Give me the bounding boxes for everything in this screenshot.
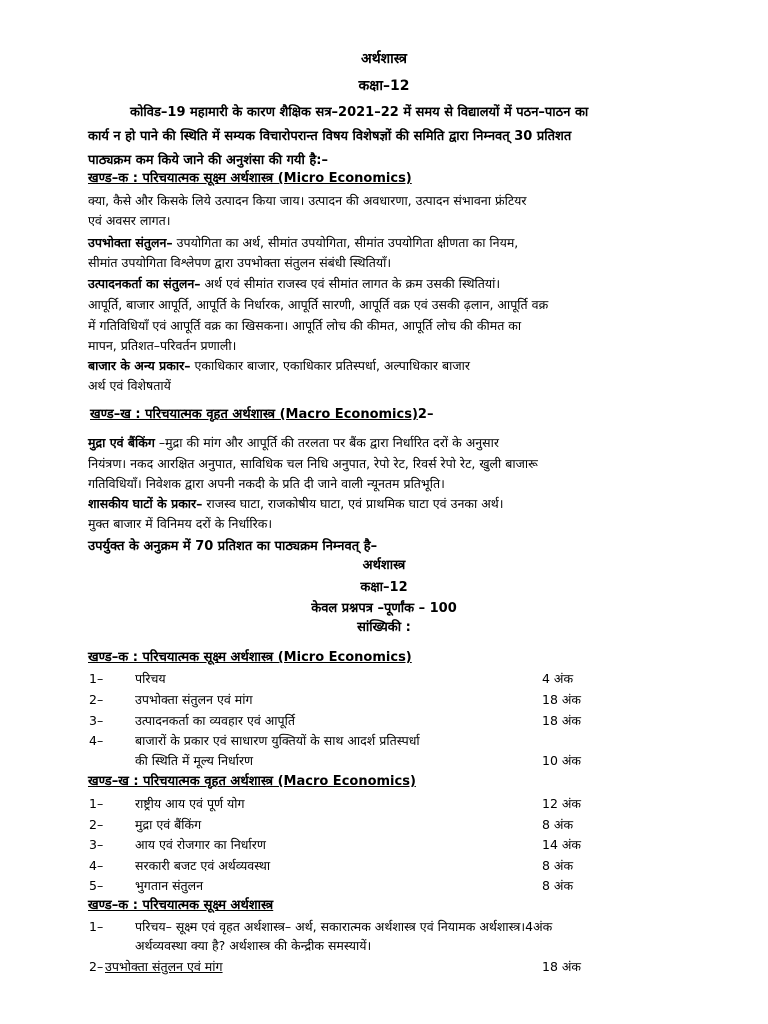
- row-marks: 18 अंक: [542, 692, 582, 707]
- row-topic: राष्ट्रीय आय एवं पूर्ण योग: [135, 796, 245, 811]
- row-number: 1–: [89, 796, 104, 811]
- consumer-equilibrium-line: [88, 234, 518, 252]
- row-number: 2–: [89, 817, 104, 832]
- transition-line: उपर्युक्त के अनुक्रम में 70 प्रतिशत का पाठ्यक्रम निम्नवत् है–: [88, 539, 378, 554]
- row-number: 4–: [89, 733, 104, 748]
- row-topic: मुद्रा एवं बैंकिंग: [135, 817, 202, 832]
- market-types-line: [88, 357, 470, 375]
- item-text: उपभोक्ता संतुलन एवं मांग: [105, 959, 223, 974]
- row-topic: उपभोक्ता संतुलन एवं मांग: [135, 692, 253, 707]
- section-b-heading-line: [90, 406, 433, 424]
- intro-line-1: कोविड–19 महामारी के कारण शैक्षिक सत्र–2021–22 में समय से विद्यालयों में पठन–पाठन का: [130, 105, 589, 120]
- section-a-line-4: सीमांत उपयोगिता विश्लेपण द्वारा उपभोक्ता संतुलन संबंधी स्थितियाँ।: [88, 255, 392, 270]
- row-marks: 8 अंक: [542, 817, 574, 832]
- govt-deficit-line: [88, 495, 503, 513]
- page-title: अर्थशास्त्र: [361, 51, 407, 67]
- govt-deficit-text: राजस्व घाटा, राजकोषीय घाटा, एवं प्राथमिक घाटा एवं उनका अर्थ।: [202, 496, 504, 511]
- row-marks: 14 अंक: [542, 837, 582, 852]
- row-number: 1–: [89, 671, 104, 686]
- section-b-heading: खण्ड–ख : परिचयात्मक वृहत अर्थशास्त्र (Macro Economics): [90, 407, 418, 422]
- section-b-line-5: मुक्त बाजार में विनिमय दरों के निर्धारिक।: [88, 516, 273, 531]
- producer-equilibrium-line: [88, 275, 500, 293]
- producer-equilibrium-lead: उत्पादनकर्ता का संतुलन–: [88, 276, 201, 291]
- section-a-line-1: क्या, कैसे और किसके लिये उत्पादन किया जाय। उत्पादन की अवधारणा, उत्पादन संभावना फ्रंटियर: [88, 193, 527, 208]
- market-types-text: एकाधिकार बाजार, एकाधिकार प्रतिस्पर्धा, अल्पाधिकार बाजार: [190, 358, 470, 373]
- syllabus-class: कक्षा–12: [360, 580, 408, 595]
- syllabus-statistics: सांख्यिकी :: [357, 620, 411, 635]
- item-number: 2–: [89, 959, 104, 974]
- govt-deficit-lead: शासकीय घाटों के प्रकार–: [88, 496, 203, 511]
- row-number: 5–: [89, 878, 104, 893]
- section-b-line-3: गतिविधियाँ। निवेशक द्वारा अपनी नकदी के प्रति दी जाने वाली न्यूनतम प्रतिभूति।: [88, 476, 445, 491]
- syllabus-subject: अर्थशास्त्र: [362, 558, 406, 573]
- section-a-heading: खण्ड–क : परिचयात्मक सूक्ष्म अर्थशास्त्र (Micro Economics): [88, 171, 412, 186]
- consumer-equilibrium-lead: उपभोक्ता संतुलन–: [88, 235, 173, 250]
- detail-heading: खण्ड–क : परिचयात्मक सूक्ष्म अर्थशास्त्र: [88, 898, 274, 913]
- row-topic: बाजारों के प्रकार एवं साधारण युक्तियों के साथ आदर्श प्रतिस्पर्धा: [135, 733, 420, 748]
- section-a-line-8: मापन, प्रतिशत–परिवर्तन प्रणाली।: [88, 338, 237, 353]
- intro-line-2: कार्य न हो पाने की स्थिति में सम्यक विचारोपरान्त विषय विशेषज्ञों की समिति द्वारा निम्नवत् 30 प्रतिशत: [88, 129, 572, 144]
- row-marks: 4 अंक: [542, 671, 574, 686]
- row-marks: 12 अंक: [542, 796, 582, 811]
- row-topic: भुगतान संतुलन: [135, 878, 204, 893]
- intro-line-3: पाठ्यक्रम कम किये जाने की अनुशंसा की गयी है:–: [88, 153, 328, 168]
- producer-equilibrium-text: अर्थ एवं सीमांत राजस्व एवं सीमांत लागत के क्रम उसकी स्थितियां।: [200, 276, 501, 291]
- row-topic: परिचय: [135, 671, 166, 686]
- row-number: 4–: [89, 858, 104, 873]
- table-a-heading: खण्ड–क : परिचयात्मक सूक्ष्म अर्थशास्त्र (Micro Economics): [88, 650, 412, 665]
- row-topic-continued: की स्थिति में मूल्य निर्धारण: [135, 753, 254, 768]
- table-b-heading: खण्ड–ख : परिचयात्मक वृहत अर्थशास्त्र (Macro Economics): [88, 774, 416, 789]
- item-text: परिचय– सूक्ष्म एवं वृहत अर्थशास्त्र– अर्थ, सकारात्मक अर्थशास्त्र एवं नियामक अर्थशास्त्र।4अंक: [135, 919, 553, 934]
- row-topic: उत्पादनकर्ता का व्यवहार एवं आपूर्ति: [135, 713, 296, 728]
- money-banking-line: [88, 434, 499, 452]
- section-a-line-10: अर्थ एवं विशेषतायें: [88, 378, 171, 393]
- syllabus-paper-info: केवल प्रश्नपत्र –पूर्णांक – 100: [311, 601, 457, 616]
- row-number: 3–: [89, 837, 104, 852]
- row-topic: सरकारी बजट एवं अर्थव्यवस्था: [135, 858, 271, 873]
- section-a-line-2: एवं अवसर लागत।: [88, 213, 171, 228]
- row-marks: 8 अंक: [542, 858, 574, 873]
- section-a-line-6: आपूर्ति, बाजार आपूर्ति, आपूर्ति के निर्धारक, आपूर्ति सारणी, आपूर्ति वक्र एवं उसकी ढ़लान, आपूर्ति वक्र: [88, 297, 549, 312]
- row-marks: 8 अंक: [542, 878, 574, 893]
- section-b-heading-tail: 2–: [417, 407, 434, 422]
- class-label: कक्षा–12: [358, 78, 410, 94]
- row-number: 2–: [89, 692, 104, 707]
- section-b-line-2: नियंत्रण। नकद आरक्षित अनुपात, साविधिक चल निधि अनुपात, रेपो रेट, रिवर्स रेपो रेट, खुली बाजारू: [88, 456, 538, 471]
- row-marks: 18 अंक: [542, 713, 582, 728]
- item-text-continued: अर्थव्यवस्था क्या है? अर्थशास्त्र की केन्द्रीक समस्यायें।: [135, 938, 372, 953]
- row-topic: आय एवं रोजगार का निर्धारण: [135, 837, 266, 852]
- market-types-lead: बाजार के अन्य प्रकार–: [88, 358, 191, 373]
- money-banking-text: –मुद्रा की मांग और आपूर्ति की तरलता पर बैंक द्वारा निर्धारित दरों के अनुसार: [154, 435, 499, 450]
- row-marks: 10 अंक: [542, 753, 582, 768]
- consumer-equilibrium-text: उपयोगिता का अर्थ, सीमांत उपयोगिता, सीमांत उपयोगिता क्षीणता का नियम,: [172, 235, 519, 250]
- row-number: 3–: [89, 713, 104, 728]
- item-marks: 18 अंक: [542, 959, 582, 974]
- money-banking-lead: मुद्रा एवं बैंकिंग: [88, 435, 155, 450]
- item-number: 1–: [89, 919, 104, 934]
- section-a-line-7: में गतिविधियाँ एवं आपूर्ति वक्र का खिसकना। आपूर्ति लोच की कीमत, आपूर्ति लोच की कीमत का: [88, 318, 522, 333]
